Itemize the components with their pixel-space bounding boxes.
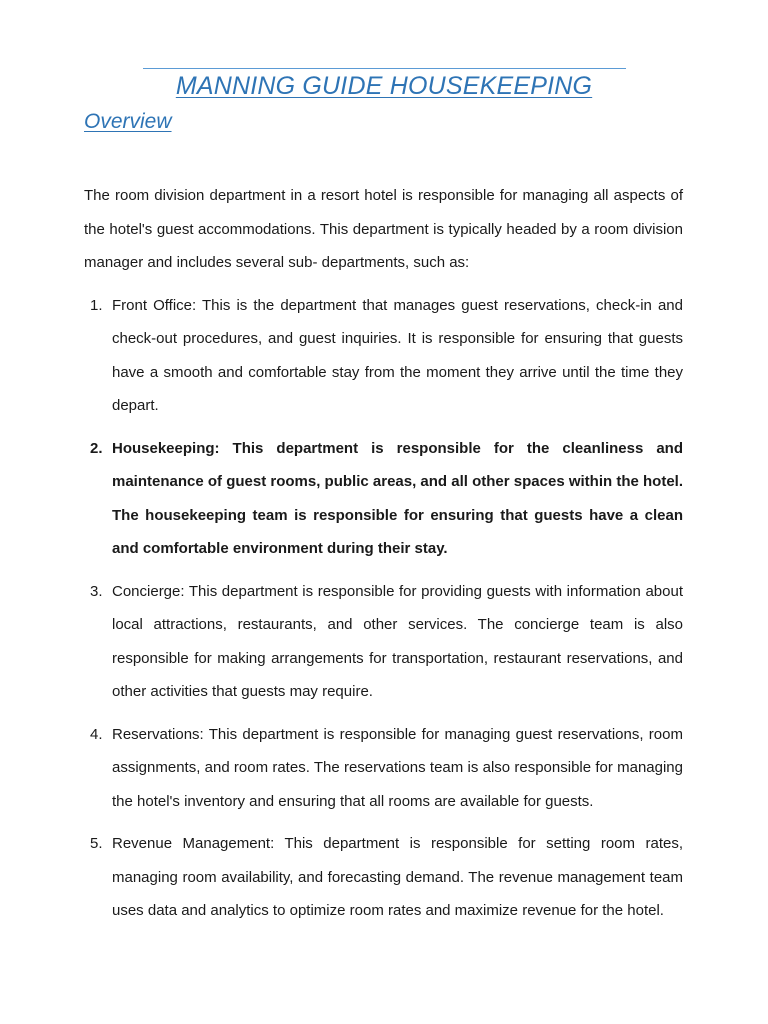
list-item-housekeeping bbox=[84, 432, 683, 566]
list-item-text: Front Office: This is the department that manages guest reservations, check-in and check-out procedures, and guest inquiries. It is responsible for ensuring that guests have a smooth and comfortable stay from the moment they arrive until the time they depart. bbox=[112, 296, 683, 414]
list-item-number: 1. bbox=[90, 296, 103, 314]
list-item-number: 3. bbox=[90, 582, 103, 600]
list-item-text: Reservations: This department is responsible for managing guest reservations, room assignments, and room rates. The reservations team is also responsible for managing the hotel's inventory and ensuring that all rooms are available for guests. bbox=[112, 725, 683, 810]
list-item-text: Housekeeping: This department is responsible for the cleanliness and maintenance of guest rooms, public areas, and all other spaces within the hotel. The housekeeping team is responsible for ensuring that guests have a clean and comfortable environment during their stay. bbox=[112, 439, 683, 557]
list-item-text: Concierge: This department is responsible for providing guests with information about local attractions, restaurants, and other services. The concierge team is also responsible for making arrangements for transportation, restaurant reservations, and other activities that guests may require. bbox=[112, 582, 683, 700]
list-item-text: Revenue Management: This department is responsible for setting room rates, managing room availability, and forecasting demand. The revenue management team uses data and analytics to optimize room rates and maximize revenue for the hotel. bbox=[112, 835, 683, 919]
list-item-reservations bbox=[84, 718, 683, 819]
list-item-concierge bbox=[84, 575, 683, 709]
document-title: MANNING GUIDE HOUSEKEEPING bbox=[175, 72, 593, 100]
list-item-front-office bbox=[84, 289, 683, 423]
title-divider-line bbox=[143, 68, 626, 69]
intro-paragraph: The room division department in a resort hotel is responsible for managing all aspects of the hotel's guest accommodations. This department is typically headed by a room division manager and includes several sub- departments, such as: bbox=[84, 187, 683, 271]
list-item-revenue-management bbox=[84, 827, 683, 928]
section-heading-overview: Overview bbox=[84, 110, 172, 133]
document-body bbox=[84, 179, 683, 937]
list-item-number: 5. bbox=[90, 835, 103, 852]
list-item-number: 2. bbox=[90, 439, 103, 457]
department-list bbox=[84, 289, 683, 928]
list-item-number: 4. bbox=[90, 725, 103, 743]
